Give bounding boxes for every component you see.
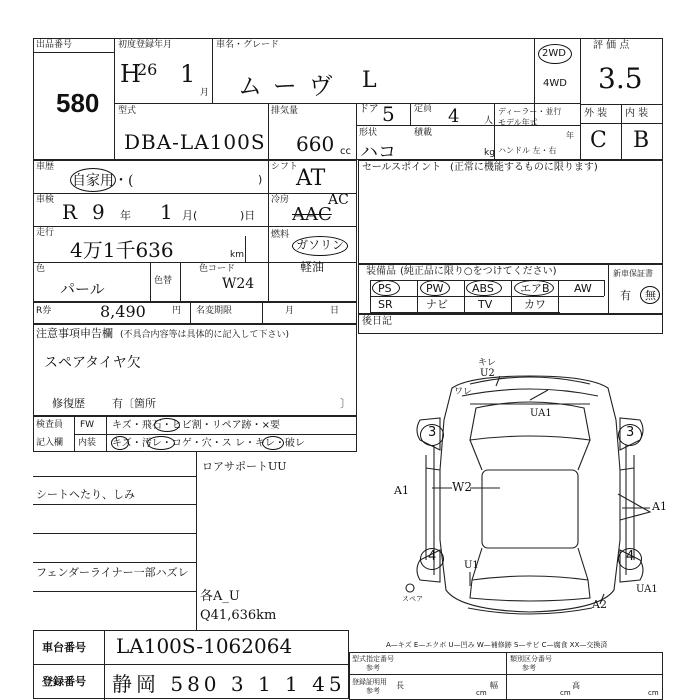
remark-line-4: 各A_U xyxy=(200,589,240,604)
lot-label: 出品番号 xyxy=(36,40,73,50)
name-change-day: 日 xyxy=(330,306,340,316)
mark-tear: キレ xyxy=(478,358,496,368)
chassis-label: 車台番号 xyxy=(42,641,86,654)
cert-ref: 参考 xyxy=(366,687,380,695)
notes-text: スペアタイヤ欠 xyxy=(44,355,141,371)
inspection-day-unit: )日 xyxy=(240,209,256,222)
mark-ua1-hood: UA1 xyxy=(530,408,552,419)
mileage: 4万1千636 xyxy=(70,238,174,262)
interior-grade: B xyxy=(633,128,650,153)
mileage-label: 走行 xyxy=(36,228,55,238)
equip-ps: PS xyxy=(378,282,392,295)
r-value: 8,490 xyxy=(100,302,146,321)
equip-tv: TV xyxy=(478,298,493,311)
first-reg-year: 26 xyxy=(137,60,158,79)
mark-a1-right: A1 xyxy=(652,500,667,513)
entry-label: 記入欄 xyxy=(36,438,64,448)
shift-label: シフト xyxy=(271,162,299,172)
displacement-label: 排気量 xyxy=(271,106,299,116)
remark-line-3: フェンダーライナー一部ハズレ xyxy=(36,566,189,579)
interior-label: 内 装 xyxy=(625,108,649,119)
model-code: DBA-LA100S xyxy=(124,130,266,154)
exterior-label: 外 装 xyxy=(584,108,608,119)
first-reg-month-unit: 月 xyxy=(200,88,210,98)
warranty-yes: 有 xyxy=(620,289,631,302)
grade: L xyxy=(362,68,377,93)
year-unit: 年 xyxy=(566,131,574,140)
chassis-number: LA100S-1062064 xyxy=(116,634,293,658)
wheel-rear-right-value: 4 xyxy=(626,549,635,564)
equip-navi: ナビ xyxy=(426,298,448,311)
color-code: W24 xyxy=(222,276,255,292)
r-label: R券 xyxy=(36,306,52,316)
name-change-month: 月 xyxy=(285,306,295,316)
equipment-hint: (純正品に限り○をつけてください) xyxy=(400,266,557,277)
fuel-label: 燃料 xyxy=(271,230,290,240)
remark-line-2: シートヘたり、しみ xyxy=(36,488,135,501)
later-entry-label: 後日記 xyxy=(362,316,392,327)
notes-hint: (不具合内容等は具体的に記入して下さい) xyxy=(120,330,290,340)
mark-a1-left: A1 xyxy=(394,484,409,497)
lot-number: 580 xyxy=(56,88,100,118)
remark-line-5: Q41,636km xyxy=(200,608,277,623)
first-reg-era: H xyxy=(120,60,141,88)
type-designation-label: 型式指定番号 xyxy=(352,655,394,663)
repair-label: 修復歴 xyxy=(52,397,85,410)
wheel-front-right-value: 3 xyxy=(626,425,635,440)
car-name: ムーヴ xyxy=(238,72,345,100)
equip-pw: PW xyxy=(426,282,444,295)
interior-items: キズ・汚レ・コゲ・穴・ス レ・キレ・破レ xyxy=(112,438,305,449)
mark-crack: ワレ xyxy=(454,387,473,397)
equip-sr: SR xyxy=(378,298,393,311)
first-reg-month: 1 xyxy=(180,60,196,88)
history-close: ) xyxy=(258,173,263,186)
length-label: 長 xyxy=(396,681,404,690)
width-unit: cm xyxy=(560,689,571,697)
mark-u2: U2 xyxy=(480,368,495,379)
ac-value: AAC xyxy=(292,204,332,225)
damage-legend: A—キズ E—エクボ U—凹み W—補修跡 S—サビ C—腐食 XX—交換済 xyxy=(386,641,608,649)
shift: AT xyxy=(296,166,326,191)
name-change-label: 名変期限 xyxy=(196,306,233,316)
reg-label: 登録番号 xyxy=(42,675,86,688)
fw-items: キズ・飛石・ヒビ割・リペア跡・×要 xyxy=(112,420,280,431)
mark-w2: W2 xyxy=(452,480,472,494)
notes-label: 注意事項申告欄 xyxy=(36,327,113,340)
first-reg-label: 初度登録年月 xyxy=(118,40,173,50)
person-unit: 人 xyxy=(484,116,494,126)
class-ref: 参考 xyxy=(522,664,536,672)
inspection-era: R xyxy=(62,200,78,224)
drive-2wd: 2WD xyxy=(542,48,566,59)
cert-label: 登録証明用 xyxy=(352,678,387,686)
reg-value: 静岡 580 3 1 1 45 xyxy=(112,672,346,696)
shape: ハコ xyxy=(360,142,396,163)
exterior-grade: C xyxy=(590,128,607,153)
sales-point-label: セールスポイント xyxy=(362,162,442,173)
inspection-month-unit: 月( xyxy=(182,209,198,222)
inspection-year-unit: 年 xyxy=(120,209,131,222)
fuel-gasoline: ガソリン xyxy=(296,238,345,252)
model-label: 型式 xyxy=(118,106,137,116)
kg-unit: kg xyxy=(484,148,495,158)
color-change-label: 色替 xyxy=(154,276,173,286)
car-name-label: 車名・グレード xyxy=(216,40,280,50)
repair-value: 有〔箇所 xyxy=(112,397,156,410)
ac: AC xyxy=(328,192,349,208)
equip-leather: カワ xyxy=(524,298,546,311)
sales-point-hint: (正常に機能するものに限ります) xyxy=(450,162,598,173)
warranty-no: 無 xyxy=(645,289,656,302)
wheel-rear-left-value: 4 xyxy=(428,549,437,564)
mark-ua1-rear: UA1 xyxy=(636,584,658,595)
length-unit: cm xyxy=(476,689,487,697)
drive-4wd: 4WD xyxy=(543,78,567,89)
color: パール xyxy=(60,280,105,298)
fuel-diesel: 軽油 xyxy=(300,260,325,274)
load-label: 積載 xyxy=(414,128,433,138)
fw-label: FW xyxy=(80,420,95,430)
history-value: 自家用・( xyxy=(72,173,134,189)
color-label: 色 xyxy=(36,264,46,274)
inspector-label: 検査員 xyxy=(36,420,64,430)
width-label: 幅 xyxy=(490,681,498,690)
remark-line-1: ロアサポートUU xyxy=(202,460,287,473)
equip-aw: AW xyxy=(574,282,592,295)
handle-label: ハンドル 左・右 xyxy=(498,146,557,155)
class-label: 類別区分番号 xyxy=(510,655,552,663)
equip-airbag: エアB xyxy=(520,282,550,295)
shape-label: 形状 xyxy=(359,128,378,138)
wheel-front-left-value: 3 xyxy=(428,425,437,440)
capacity: 4 xyxy=(448,106,460,127)
mark-u1: U1 xyxy=(464,560,479,571)
doors: 5 xyxy=(382,102,395,126)
equip-abs: ABS xyxy=(472,282,494,295)
model-year-label: モデル年式 xyxy=(498,118,538,127)
rating: 3.5 xyxy=(598,62,643,95)
height-unit: cm xyxy=(648,689,659,697)
ac-label: 冷房 xyxy=(271,195,290,205)
warranty-label: 新車保証書 xyxy=(613,269,653,278)
dealer-label: ディーラー・並行 xyxy=(498,107,562,116)
cc-unit: cc xyxy=(340,146,351,157)
type-designation-ref: 参考 xyxy=(366,664,380,672)
capacity-label: 定員 xyxy=(414,104,433,114)
interior-check-label: 内装 xyxy=(78,438,97,448)
doors-label: ドア xyxy=(359,104,379,115)
height-label: 高 xyxy=(572,681,580,690)
repair-close: 〕 xyxy=(340,397,351,410)
mark-spare: スペア xyxy=(402,595,423,603)
equipment-label: 装備品 xyxy=(366,266,396,277)
km-unit: km xyxy=(230,250,244,260)
displacement: 660 xyxy=(296,132,335,156)
inspection-year: 9 xyxy=(92,200,105,224)
inspection-month: 1 xyxy=(160,200,173,224)
yen-unit: 円 xyxy=(172,306,182,316)
history-label: 車歴 xyxy=(36,162,55,172)
rating-label: 評 価 点 xyxy=(593,40,630,51)
mark-a2: A2 xyxy=(592,598,607,611)
inspection-label: 車検 xyxy=(36,195,55,205)
color-code-label: 色コード xyxy=(199,264,236,274)
